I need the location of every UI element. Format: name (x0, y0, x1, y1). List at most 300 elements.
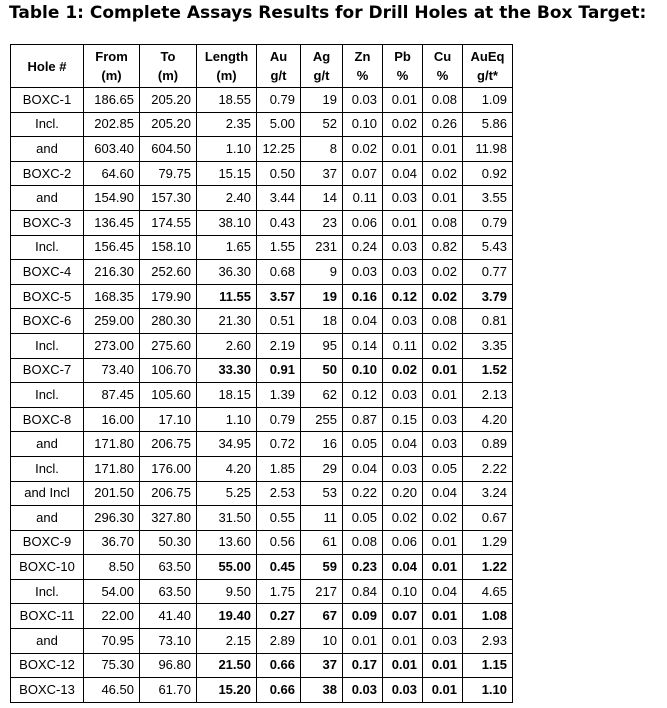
column-header-line2: % (436, 68, 449, 83)
table-row (11, 481, 513, 506)
value-cell: 0.02 (383, 506, 423, 531)
value-cell: 59 (301, 555, 343, 580)
value-cell: 0.08 (343, 530, 383, 555)
value-cell: 0.27 (257, 604, 301, 629)
value-cell: 0.03 (383, 383, 423, 408)
value-cell: 18.55 (197, 88, 257, 113)
value-cell: 3.57 (257, 284, 301, 309)
value-cell: 4.20 (463, 407, 513, 432)
value-cell: 23 (301, 210, 343, 235)
value-cell: 157.30 (140, 186, 197, 211)
value-cell: 1.10 (463, 678, 513, 703)
value-cell: 0.03 (343, 678, 383, 703)
value-cell: 0.89 (463, 432, 513, 457)
hole-id-cell: and (11, 432, 84, 457)
value-cell: 73.10 (140, 629, 197, 654)
table-row (11, 210, 513, 235)
value-cell: 2.60 (197, 333, 257, 358)
value-cell: 1.52 (463, 358, 513, 383)
value-cell: 67 (301, 604, 343, 629)
value-cell: 0.01 (423, 678, 463, 703)
value-cell: 0.04 (383, 432, 423, 457)
value-cell: 0.01 (343, 629, 383, 654)
table-title: Table 1: Complete Assays Results for Drill Holes at the Box Target: (9, 3, 647, 23)
table-row (11, 579, 513, 604)
value-cell: 0.67 (463, 506, 513, 531)
value-cell: 0.66 (257, 678, 301, 703)
value-cell: 171.80 (84, 456, 140, 481)
value-cell: 0.24 (343, 235, 383, 260)
value-cell: 0.82 (423, 235, 463, 260)
value-cell: 0.07 (343, 161, 383, 186)
value-cell: 19 (301, 88, 343, 113)
value-cell: 55.00 (197, 555, 257, 580)
hole-id-cell: BOXC-1 (11, 88, 84, 113)
column-header (11, 45, 84, 88)
value-cell: 61.70 (140, 678, 197, 703)
value-cell: 0.68 (257, 260, 301, 285)
column-header-line1: Ag (312, 49, 331, 64)
value-cell: 4.20 (197, 456, 257, 481)
hole-id-cell: BOXC-8 (11, 407, 84, 432)
value-cell: 0.04 (423, 481, 463, 506)
column-header-line2: (m) (157, 68, 179, 83)
value-cell: 0.04 (383, 555, 423, 580)
value-cell: 0.43 (257, 210, 301, 235)
value-cell: 4.65 (463, 579, 513, 604)
value-cell: 0.87 (343, 407, 383, 432)
value-cell: 21.30 (197, 309, 257, 334)
table-row (11, 407, 513, 432)
value-cell: 79.75 (140, 161, 197, 186)
value-cell: 0.03 (383, 678, 423, 703)
value-cell: 156.45 (84, 235, 140, 260)
column-header-line2: (m) (216, 68, 237, 83)
value-cell: 1.10 (197, 407, 257, 432)
value-cell: 0.20 (383, 481, 423, 506)
value-cell: 604.50 (140, 137, 197, 162)
value-cell: 171.80 (84, 432, 140, 457)
column-header-line2: g/t* (477, 68, 498, 83)
value-cell: 3.35 (463, 333, 513, 358)
value-cell: 259.00 (84, 309, 140, 334)
value-cell: 0.79 (463, 210, 513, 235)
value-cell: 0.10 (343, 358, 383, 383)
value-cell: 0.02 (423, 260, 463, 285)
value-cell: 603.40 (84, 137, 140, 162)
hole-id-cell: BOXC-3 (11, 210, 84, 235)
value-cell: 136.45 (84, 210, 140, 235)
hole-id-cell: and (11, 629, 84, 654)
value-cell: 53 (301, 481, 343, 506)
value-cell: 73.40 (84, 358, 140, 383)
table-row (11, 604, 513, 629)
value-cell: 1.09 (463, 88, 513, 113)
value-cell: 158.10 (140, 235, 197, 260)
table-row (11, 432, 513, 457)
value-cell: 174.55 (140, 210, 197, 235)
value-cell: 0.03 (383, 456, 423, 481)
column-header (301, 45, 343, 88)
value-cell: 0.04 (343, 456, 383, 481)
table-row (11, 333, 513, 358)
value-cell: 5.86 (463, 112, 513, 137)
value-cell: 206.75 (140, 432, 197, 457)
value-cell: 18 (301, 309, 343, 334)
column-header-line1: Length (204, 49, 249, 64)
value-cell: 255 (301, 407, 343, 432)
value-cell: 11.98 (463, 137, 513, 162)
value-cell: 3.24 (463, 481, 513, 506)
value-cell: 0.84 (343, 579, 383, 604)
value-cell: 50 (301, 358, 343, 383)
value-cell: 18.15 (197, 383, 257, 408)
table-row (11, 678, 513, 703)
column-header (257, 45, 301, 88)
value-cell: 2.53 (257, 481, 301, 506)
value-cell: 1.39 (257, 383, 301, 408)
value-cell: 37 (301, 653, 343, 678)
column-header (140, 45, 197, 88)
value-cell: 13.60 (197, 530, 257, 555)
value-cell: 87.45 (84, 383, 140, 408)
value-cell: 0.81 (463, 309, 513, 334)
value-cell: 0.12 (343, 383, 383, 408)
column-header-line1: Hole # (27, 58, 67, 74)
value-cell: 41.40 (140, 604, 197, 629)
value-cell: 179.90 (140, 284, 197, 309)
value-cell: 2.13 (463, 383, 513, 408)
value-cell: 3.55 (463, 186, 513, 211)
value-cell: 36.70 (84, 530, 140, 555)
value-cell: 63.50 (140, 579, 197, 604)
value-cell: 0.04 (383, 161, 423, 186)
value-cell: 1.75 (257, 579, 301, 604)
value-cell: 62 (301, 383, 343, 408)
table-row (11, 88, 513, 113)
hole-id-cell: BOXC-9 (11, 530, 84, 555)
value-cell: 38.10 (197, 210, 257, 235)
value-cell: 22.00 (84, 604, 140, 629)
value-cell: 2.40 (197, 186, 257, 211)
table-body (11, 88, 513, 703)
value-cell: 2.93 (463, 629, 513, 654)
value-cell: 0.01 (423, 186, 463, 211)
value-cell: 216.30 (84, 260, 140, 285)
column-header-line2: g/t (270, 68, 287, 83)
value-cell: 0.10 (343, 112, 383, 137)
value-cell: 31.50 (197, 506, 257, 531)
value-cell: 0.03 (383, 186, 423, 211)
value-cell: 0.03 (383, 309, 423, 334)
value-cell: 0.22 (343, 481, 383, 506)
value-cell: 0.03 (343, 88, 383, 113)
value-cell: 0.03 (343, 260, 383, 285)
value-cell: 0.01 (423, 530, 463, 555)
value-cell: 275.60 (140, 333, 197, 358)
value-cell: 16.00 (84, 407, 140, 432)
column-header (423, 45, 463, 88)
hole-id-cell: Incl. (11, 333, 84, 358)
value-cell: 0.01 (423, 358, 463, 383)
value-cell: 0.02 (423, 506, 463, 531)
value-cell: 0.72 (257, 432, 301, 457)
value-cell: 33.30 (197, 358, 257, 383)
value-cell: 0.01 (383, 653, 423, 678)
value-cell: 0.51 (257, 309, 301, 334)
value-cell: 0.02 (343, 137, 383, 162)
value-cell: 0.03 (423, 407, 463, 432)
column-header (197, 45, 257, 88)
value-cell: 106.70 (140, 358, 197, 383)
value-cell: 0.26 (423, 112, 463, 137)
value-cell: 0.02 (383, 358, 423, 383)
value-cell: 15.20 (197, 678, 257, 703)
table-row (11, 260, 513, 285)
value-cell: 2.89 (257, 629, 301, 654)
value-cell: 0.03 (383, 260, 423, 285)
value-cell: 0.02 (423, 161, 463, 186)
value-cell: 5.43 (463, 235, 513, 260)
value-cell: 64.60 (84, 161, 140, 186)
value-cell: 1.65 (197, 235, 257, 260)
value-cell: 0.01 (383, 210, 423, 235)
table-row (11, 383, 513, 408)
value-cell: 201.50 (84, 481, 140, 506)
table-row (11, 235, 513, 260)
hole-id-cell: BOXC-6 (11, 309, 84, 334)
table-row (11, 284, 513, 309)
hole-id-cell: and (11, 137, 84, 162)
value-cell: 168.35 (84, 284, 140, 309)
value-cell: 70.95 (84, 629, 140, 654)
value-cell: 0.03 (423, 629, 463, 654)
value-cell: 0.05 (343, 506, 383, 531)
column-header-line1: Cu (433, 49, 452, 64)
value-cell: 0.08 (423, 210, 463, 235)
value-cell: 0.08 (423, 88, 463, 113)
hole-id-cell: BOXC-12 (11, 653, 84, 678)
table-row (11, 186, 513, 211)
value-cell: 38 (301, 678, 343, 703)
table-row (11, 629, 513, 654)
value-cell: 327.80 (140, 506, 197, 531)
value-cell: 36.30 (197, 260, 257, 285)
value-cell: 2.22 (463, 456, 513, 481)
table-row (11, 555, 513, 580)
value-cell: 19.40 (197, 604, 257, 629)
hole-id-cell: Incl. (11, 112, 84, 137)
value-cell: 12.25 (257, 137, 301, 162)
value-cell: 0.11 (343, 186, 383, 211)
value-cell: 0.17 (343, 653, 383, 678)
assay-results-table (10, 44, 513, 703)
table-row (11, 530, 513, 555)
value-cell: 0.05 (423, 456, 463, 481)
value-cell: 15.15 (197, 161, 257, 186)
value-cell: 186.65 (84, 88, 140, 113)
value-cell: 54.00 (84, 579, 140, 604)
value-cell: 0.01 (423, 604, 463, 629)
value-cell: 105.60 (140, 383, 197, 408)
value-cell: 34.95 (197, 432, 257, 457)
value-cell: 9.50 (197, 579, 257, 604)
value-cell: 280.30 (140, 309, 197, 334)
value-cell: 0.04 (343, 309, 383, 334)
value-cell: 21.50 (197, 653, 257, 678)
value-cell: 0.92 (463, 161, 513, 186)
column-header-line2: (m) (101, 68, 122, 83)
value-cell: 1.10 (197, 137, 257, 162)
value-cell: 2.35 (197, 112, 257, 137)
value-cell: 0.12 (383, 284, 423, 309)
value-cell: 273.00 (84, 333, 140, 358)
value-cell: 11.55 (197, 284, 257, 309)
value-cell: 0.50 (257, 161, 301, 186)
column-header (383, 45, 423, 88)
value-cell: 1.55 (257, 235, 301, 260)
hole-id-cell: BOXC-4 (11, 260, 84, 285)
value-cell: 19 (301, 284, 343, 309)
column-header-line1: Pb (394, 49, 411, 64)
value-cell: 17.10 (140, 407, 197, 432)
value-cell: 9 (301, 260, 343, 285)
value-cell: 16 (301, 432, 343, 457)
value-cell: 0.06 (383, 530, 423, 555)
value-cell: 0.03 (383, 235, 423, 260)
value-cell: 75.30 (84, 653, 140, 678)
value-cell: 0.01 (423, 137, 463, 162)
column-header-line2: g/t (313, 68, 330, 83)
value-cell: 1.08 (463, 604, 513, 629)
table-row (11, 161, 513, 186)
hole-id-cell: BOXC-10 (11, 555, 84, 580)
column-header-line1: From (95, 49, 128, 64)
value-cell: 1.22 (463, 555, 513, 580)
value-cell: 0.08 (423, 309, 463, 334)
table-row (11, 137, 513, 162)
column-header (84, 45, 140, 88)
value-cell: 2.19 (257, 333, 301, 358)
value-cell: 0.01 (423, 555, 463, 580)
value-cell: 0.45 (257, 555, 301, 580)
value-cell: 3.79 (463, 284, 513, 309)
value-cell: 231 (301, 235, 343, 260)
column-header (463, 45, 513, 88)
column-header (343, 45, 383, 88)
value-cell: 0.09 (343, 604, 383, 629)
column-header-line2: % (356, 68, 369, 83)
value-cell: 50.30 (140, 530, 197, 555)
table-row (11, 309, 513, 334)
header-row (11, 45, 513, 88)
value-cell: 0.16 (343, 284, 383, 309)
value-cell: 0.79 (257, 407, 301, 432)
value-cell: 0.05 (343, 432, 383, 457)
value-cell: 0.01 (423, 653, 463, 678)
hole-id-cell: BOXC-5 (11, 284, 84, 309)
value-cell: 29 (301, 456, 343, 481)
value-cell: 0.91 (257, 358, 301, 383)
column-header-line2: % (396, 68, 409, 83)
value-cell: 5.25 (197, 481, 257, 506)
value-cell: 5.00 (257, 112, 301, 137)
value-cell: 96.80 (140, 653, 197, 678)
hole-id-cell: BOXC-13 (11, 678, 84, 703)
value-cell: 46.50 (84, 678, 140, 703)
value-cell: 0.23 (343, 555, 383, 580)
value-cell: 0.11 (383, 333, 423, 358)
value-cell: 2.15 (197, 629, 257, 654)
value-cell: 252.60 (140, 260, 197, 285)
column-header-line1: To (160, 49, 176, 64)
table-row (11, 112, 513, 137)
hole-id-cell: Incl. (11, 579, 84, 604)
column-header-line1: AuEq (470, 49, 505, 64)
value-cell: 0.02 (423, 333, 463, 358)
value-cell: 3.44 (257, 186, 301, 211)
value-cell: 296.30 (84, 506, 140, 531)
value-cell: 10 (301, 629, 343, 654)
value-cell: 11 (301, 506, 343, 531)
value-cell: 52 (301, 112, 343, 137)
hole-id-cell: and Incl (11, 481, 84, 506)
value-cell: 1.15 (463, 653, 513, 678)
value-cell: 0.01 (383, 137, 423, 162)
value-cell: 0.01 (423, 383, 463, 408)
value-cell: 154.90 (84, 186, 140, 211)
value-cell: 205.20 (140, 88, 197, 113)
hole-id-cell: BOXC-2 (11, 161, 84, 186)
table-row (11, 653, 513, 678)
value-cell: 63.50 (140, 555, 197, 580)
table-row (11, 456, 513, 481)
value-cell: 0.15 (383, 407, 423, 432)
hole-id-cell: Incl. (11, 456, 84, 481)
hole-id-cell: and (11, 506, 84, 531)
table-row (11, 506, 513, 531)
value-cell: 202.85 (84, 112, 140, 137)
value-cell: 217 (301, 579, 343, 604)
hole-id-cell: Incl. (11, 235, 84, 260)
column-header-line1: Zn (354, 49, 371, 64)
value-cell: 37 (301, 161, 343, 186)
value-cell: 0.01 (383, 629, 423, 654)
value-cell: 0.66 (257, 653, 301, 678)
value-cell: 95 (301, 333, 343, 358)
hole-id-cell: and (11, 186, 84, 211)
value-cell: 0.79 (257, 88, 301, 113)
value-cell: 8.50 (84, 555, 140, 580)
column-header-line1: Au (269, 49, 288, 64)
value-cell: 176.00 (140, 456, 197, 481)
value-cell: 0.14 (343, 333, 383, 358)
hole-id-cell: Incl. (11, 383, 84, 408)
value-cell: 0.10 (383, 579, 423, 604)
value-cell: 0.77 (463, 260, 513, 285)
value-cell: 206.75 (140, 481, 197, 506)
value-cell: 0.01 (383, 88, 423, 113)
value-cell: 0.04 (423, 579, 463, 604)
hole-id-cell: BOXC-11 (11, 604, 84, 629)
value-cell: 0.03 (423, 432, 463, 457)
hole-id-cell: BOXC-7 (11, 358, 84, 383)
value-cell: 8 (301, 137, 343, 162)
value-cell: 205.20 (140, 112, 197, 137)
value-cell: 0.02 (383, 112, 423, 137)
value-cell: 14 (301, 186, 343, 211)
value-cell: 0.55 (257, 506, 301, 531)
